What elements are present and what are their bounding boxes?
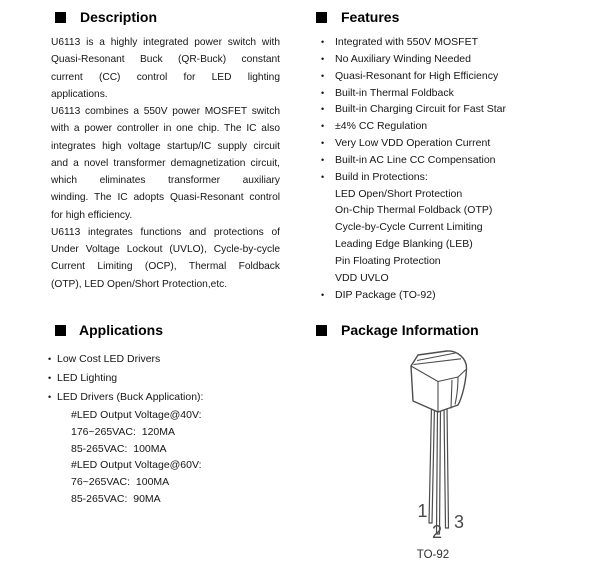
feature-item-label: Quasi-Resonant for High Efficiency <box>335 69 499 82</box>
feature-item <box>321 118 601 135</box>
description-line: current (CC) control for LED lighting <box>51 71 280 83</box>
package-information-heading <box>316 322 601 338</box>
description-heading <box>51 9 280 25</box>
bullet-dot-icon: • <box>321 138 325 149</box>
package-name-caption: TO-92 <box>416 549 450 561</box>
feature-item-label: Pin Floating Protection <box>335 254 441 267</box>
application-item <box>62 491 304 508</box>
section-features <box>316 9 601 304</box>
application-item <box>62 424 304 441</box>
bullet-dot-icon: • <box>48 392 52 402</box>
feature-item <box>321 152 601 169</box>
bullet-dot-icon: • <box>321 53 325 64</box>
bullet-dot-icon: • <box>321 70 325 81</box>
description-line: Under Voltage Lockout (UVLO), Cycle-by-cycle <box>51 244 280 255</box>
features-title: Features <box>341 9 400 25</box>
feature-item <box>321 34 601 51</box>
description-line: Current Limiting (OCP), Thermal Foldback <box>51 261 280 273</box>
feature-item-label: Leading Edge Blanking (LEB) <box>335 238 473 251</box>
feature-item-label: No Auxiliary Winding Needed <box>335 52 471 65</box>
application-item <box>62 407 304 424</box>
package-information-title: Package Information <box>341 322 479 338</box>
feature-item <box>321 287 601 304</box>
description-line: and a novel transformer demagnetization circuit, <box>51 157 280 169</box>
feature-item-label: Cycle-by-Cycle Current Limiting <box>335 221 483 234</box>
feature-item <box>321 169 601 186</box>
description-line: winding. The IC adopts Quasi-Resonant control <box>51 192 280 204</box>
feature-item-label: Built-in Thermal Foldback <box>335 86 454 99</box>
feature-item <box>321 270 601 287</box>
bullet-dot-icon: • <box>321 154 325 165</box>
feature-item <box>321 236 601 253</box>
application-item-label: 176~265VAC: 120MA <box>71 425 176 438</box>
application-item-label: #LED Output Voltage@40V: <box>71 409 202 421</box>
feature-item-label: DIP Package (TO-92) <box>335 288 436 301</box>
section-square-icon <box>316 12 327 23</box>
description-line: (OTP), LED Open/Short Protection,etc. <box>51 278 228 290</box>
bullet-dot-icon: • <box>321 104 325 115</box>
application-item <box>48 350 304 369</box>
description-line: U6113 combines a 550V power MOSFET switch <box>51 106 280 117</box>
feature-item-label: Integrated with 550V MOSFET <box>335 36 478 48</box>
application-item <box>62 474 304 491</box>
feature-item <box>321 51 601 68</box>
section-package-information <box>316 322 601 338</box>
feature-item <box>321 186 601 203</box>
bullet-dot-icon: • <box>48 373 52 383</box>
description-title: Description <box>80 9 158 25</box>
application-item <box>48 388 304 407</box>
pin-label-3: 3 <box>453 512 465 532</box>
description-line: which eliminates transformer auxiliary <box>51 175 280 186</box>
feature-item <box>321 68 601 85</box>
applications-heading <box>44 322 304 338</box>
application-item-label: 85-265VAC: 100MA <box>71 442 167 455</box>
feature-item-label: VDD UVLO <box>335 271 389 284</box>
feature-item-label: Built-in AC Line CC Compensation <box>335 153 496 166</box>
feature-item <box>321 85 601 102</box>
application-item <box>62 441 304 458</box>
application-item <box>48 369 304 388</box>
section-description <box>51 9 280 293</box>
section-applications <box>44 322 304 508</box>
feature-item <box>321 202 601 219</box>
description-line: integrates high voltage startup/IC supply circuit <box>51 140 280 152</box>
bullet-dot-icon: • <box>321 37 325 47</box>
description-line: Quasi-Resonant Buck (QR-Buck) constant <box>51 54 280 66</box>
bullet-dot-icon: • <box>321 171 325 182</box>
application-item <box>62 457 304 474</box>
description-line: with a power controller in one chip. The IC also <box>51 123 280 135</box>
to92-package-drawing <box>390 346 510 570</box>
pin-label-2: 2 <box>431 522 443 542</box>
feature-item-label: Build in Protections: <box>335 170 428 183</box>
applications-title: Applications <box>79 322 164 338</box>
package-lead-3 <box>444 407 449 528</box>
feature-item-label: LED Open/Short Protection <box>335 187 463 200</box>
description-text <box>51 34 280 293</box>
feature-item <box>321 219 601 236</box>
application-item-label: LED Drivers (Buck Application): <box>57 391 204 403</box>
application-item-label: 76~265VAC: 100MA <box>71 476 170 489</box>
package-lead-2 <box>437 408 441 534</box>
description-line: applications. <box>51 88 108 100</box>
description-line: U6113 is a highly integrated power switch with <box>51 37 280 48</box>
features-heading <box>316 9 601 25</box>
bullet-dot-icon: • <box>321 121 325 132</box>
feature-item-label: On-Chip Thermal Foldback (OTP) <box>335 204 493 217</box>
feature-item <box>321 135 601 152</box>
bullet-dot-icon: • <box>48 354 52 364</box>
section-square-icon <box>316 325 327 336</box>
application-item-label: #LED Output Voltage@60V: <box>71 459 202 472</box>
application-item-label: LED Lighting <box>57 372 118 384</box>
bullet-dot-icon: • <box>321 87 325 98</box>
description-line: for high efficiency. <box>51 209 133 221</box>
feature-item <box>321 253 601 270</box>
features-list <box>321 34 601 304</box>
description-line: U6113 integrates functions and protections of <box>51 226 280 238</box>
section-square-icon <box>55 325 66 336</box>
feature-item-label: Built-in Charging Circuit for Fast Star <box>335 103 506 116</box>
feature-item-label: Very Low VDD Operation Current <box>335 137 491 150</box>
application-item-label: 85-265VAC: 90MA <box>71 492 161 505</box>
pin-label-1: 1 <box>417 501 428 521</box>
application-item-label: Low Cost LED Drivers <box>57 353 161 365</box>
applications-list <box>48 350 304 508</box>
feature-item-label: ±4% CC Regulation <box>335 120 428 133</box>
section-square-icon <box>55 12 66 23</box>
package-lead-1 <box>429 406 435 523</box>
feature-item <box>321 101 601 118</box>
bullet-dot-icon: • <box>321 289 325 300</box>
